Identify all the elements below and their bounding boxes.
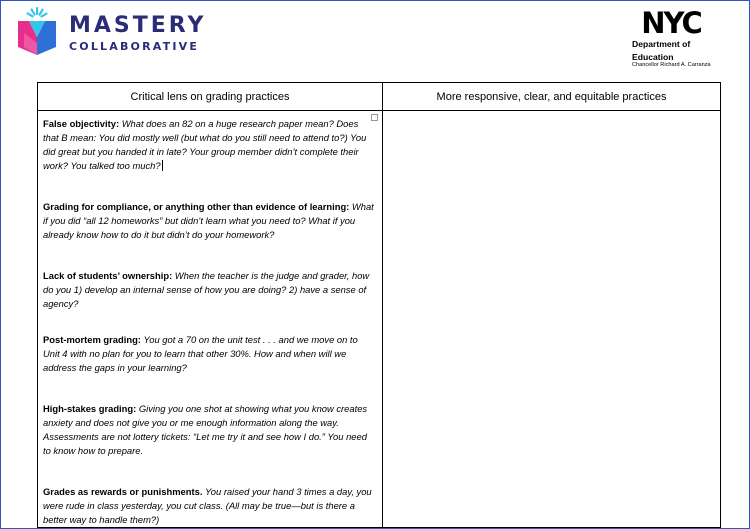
item-title: Post-mortem grading: [43, 334, 141, 345]
mastery-subtitle: COLLABORATIVE [69, 40, 200, 53]
item-title: False objectivity: [43, 118, 120, 129]
text-cursor [162, 160, 163, 171]
dept-line-1: Department of [632, 39, 691, 49]
mastery-logo-icon [16, 7, 58, 55]
column-header-critical-lens: Critical lens on grading practices [38, 83, 383, 111]
mastery-wordmark [69, 15, 206, 53]
item-text: When the teacher is the judge and grader, how do you 1) develop an internal sense of how you are doing? 2) have a sense of agency? [43, 270, 370, 309]
cell-handle-icon[interactable] [371, 114, 378, 121]
list-item [43, 200, 376, 242]
critical-lens-cell[interactable] [38, 111, 383, 528]
item-title: Lack of students’ ownership: [43, 270, 173, 281]
table-body-row [38, 111, 721, 528]
mastery-title: MASTERY [69, 13, 207, 38]
list-item [43, 402, 376, 458]
list-item [43, 485, 376, 527]
item-text: Giving you one shot at showing what you know creates anxiety and does not give you or me enough information along the way. Assessments are not lottery tickets: “Let me try it and see how I do.” You need to know how to prepare. [43, 403, 368, 456]
item-title: Grading for compliance, or anything other than evidence of learning: [43, 201, 350, 212]
dept-line-2: Education [632, 52, 674, 62]
nyc-mark-text: NYC [641, 8, 701, 36]
item-text: You got a 70 on the unit test . . . and we move on to Unit 4 with no plan for you to learn that other 30%. How and when will we address the gaps in your learning? [43, 334, 358, 373]
table-header-row [38, 83, 721, 111]
list-item [43, 269, 376, 311]
nyc-doe-logo [632, 8, 722, 69]
nyc-logo-icon [632, 8, 710, 36]
chancellor-line: Chancellor Richard A. Carranza [632, 62, 711, 68]
item-title: High-stakes grading: [43, 403, 137, 414]
list-item [43, 333, 376, 375]
list-item [43, 117, 376, 173]
item-text: You raised your hand 3 times a day, you were rude in class yesterday, you cut class. (All may be true—but is there a better way to handle them?) [43, 486, 372, 525]
responsive-practices-cell[interactable] [383, 111, 721, 528]
item-text: What does an 82 on a huge research paper mean? Does that B mean: You did mostly well (but what do you still need to attend to?) You did great but you handed it in late? Your group member didn’t complete their work? You talked too much? [43, 118, 367, 171]
grading-practices-table [37, 82, 721, 528]
item-text: What if you did “all 12 homeworks” but didn’t learn what you need to? What if you already know how to do it but didn’t do your homework? [43, 201, 374, 240]
item-title: Grades as rewards or punishments. [43, 486, 203, 497]
column-header-responsive-practices: More responsive, clear, and equitable practices [383, 83, 721, 111]
